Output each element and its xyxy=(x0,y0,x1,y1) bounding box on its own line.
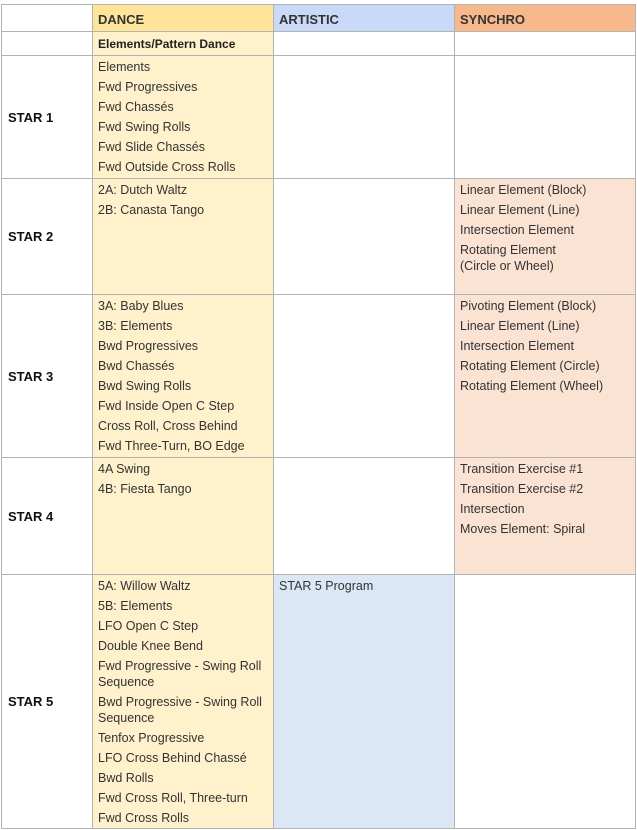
dance-item: Fwd Cross Roll, Three-turn xyxy=(98,791,248,805)
dance-item: 4B: Fiesta Tango xyxy=(98,482,192,496)
dance-item: Fwd Chassés xyxy=(98,100,174,114)
dance-item: Bwd Chassés xyxy=(98,359,175,373)
dance-item: 2A: Dutch Waltz xyxy=(98,183,188,197)
dance-item: 3B: Elements xyxy=(98,319,173,333)
subheader-artistic-empty xyxy=(274,32,455,56)
dance-item: 2B: Canasta Tango xyxy=(98,203,205,217)
star-5-synchro-cell xyxy=(455,575,636,829)
dance-item: 5B: Elements xyxy=(98,599,173,613)
dance-item: Fwd Progressive - Swing Roll Sequence xyxy=(98,659,262,689)
dance-item: Fwd Outside Cross Rolls xyxy=(98,160,236,174)
star-1-artistic-cell xyxy=(274,56,455,179)
dance-item: LFO Open C Step xyxy=(98,619,199,633)
dance-item: Elements xyxy=(98,60,151,74)
row-label-star-5: STAR 5 xyxy=(1,575,93,829)
synchro-item: Transition Exercise #1 xyxy=(460,462,584,476)
synchro-item: Intersection Element xyxy=(460,339,574,353)
row-label-star-1: STAR 1 xyxy=(1,56,93,179)
star-levels-table xyxy=(1,4,636,829)
star-1-dance-cell xyxy=(93,56,274,179)
synchro-item: Rotating Element (Wheel) xyxy=(460,379,604,393)
dance-item: Bwd Swing Rolls xyxy=(98,379,192,393)
header-corner-cell xyxy=(1,4,93,32)
synchro-item: Linear Element (Line) xyxy=(460,319,580,333)
dance-item: Fwd Cross Rolls xyxy=(98,811,189,825)
header-artistic: ARTISTIC xyxy=(274,4,455,32)
dance-item: Fwd Swing Rolls xyxy=(98,120,191,134)
star-4-artistic-cell xyxy=(274,458,455,575)
header-synchro: SYNCHRO xyxy=(455,4,636,32)
row-label-star-3: STAR 3 xyxy=(1,295,93,458)
artistic-item: STAR 5 Program xyxy=(279,579,374,593)
star-5-artistic-cell xyxy=(274,575,455,829)
star-2-artistic-cell xyxy=(274,179,455,295)
dance-item: Fwd Inside Open C Step xyxy=(98,399,235,413)
synchro-item: Transition Exercise #2 xyxy=(460,482,584,496)
dance-item: Double Knee Bend xyxy=(98,639,203,653)
subheader-elements-pattern-dance: Elements/Pattern Dance xyxy=(93,32,274,56)
row-label-star-4: STAR 4 xyxy=(1,458,93,575)
dance-item: Fwd Progressives xyxy=(98,80,198,94)
star-1-synchro-cell xyxy=(455,56,636,179)
synchro-item: Intersection Element xyxy=(460,223,574,237)
subheader-empty-cell xyxy=(1,32,93,56)
star-5-dance-cell xyxy=(93,575,274,829)
synchro-item: Pivoting Element (Block) xyxy=(460,299,597,313)
dance-item: Tenfox Progressive xyxy=(98,731,205,745)
star-4-dance-cell xyxy=(93,458,274,575)
dance-item: Bwd Rolls xyxy=(98,771,154,785)
dance-item: LFO Cross Behind Chassé xyxy=(98,751,247,765)
dance-item: 5A: Willow Waltz xyxy=(98,579,191,593)
dance-item: Bwd Progressive - Swing Roll Sequence xyxy=(98,695,262,725)
star-2-dance-cell xyxy=(93,179,274,295)
synchro-item: Rotating Element (Circle) xyxy=(460,359,600,373)
row-label-star-2: STAR 2 xyxy=(1,179,93,295)
header-dance: DANCE xyxy=(93,4,274,32)
star-2-synchro-cell xyxy=(455,179,636,295)
star-3-dance-cell xyxy=(93,295,274,458)
synchro-item: Rotating Element (Circle or Wheel) xyxy=(460,243,556,273)
synchro-item: Intersection xyxy=(460,502,525,516)
dance-item: 3A: Baby Blues xyxy=(98,299,184,313)
synchro-item: Moves Element: Spiral xyxy=(460,522,586,536)
dance-item: 4A Swing xyxy=(98,462,151,476)
star-3-artistic-cell xyxy=(274,295,455,458)
dance-item: Bwd Progressives xyxy=(98,339,199,353)
star-3-synchro-cell xyxy=(455,295,636,458)
star-4-synchro-cell xyxy=(455,458,636,575)
synchro-item: Linear Element (Block) xyxy=(460,183,587,197)
subheader-synchro-empty xyxy=(455,32,636,56)
dance-item: Fwd Three-Turn, BO Edge xyxy=(98,439,245,453)
dance-item: Cross Roll, Cross Behind xyxy=(98,419,238,433)
dance-item: Fwd Slide Chassés xyxy=(98,140,205,154)
synchro-item: Linear Element (Line) xyxy=(460,203,580,217)
